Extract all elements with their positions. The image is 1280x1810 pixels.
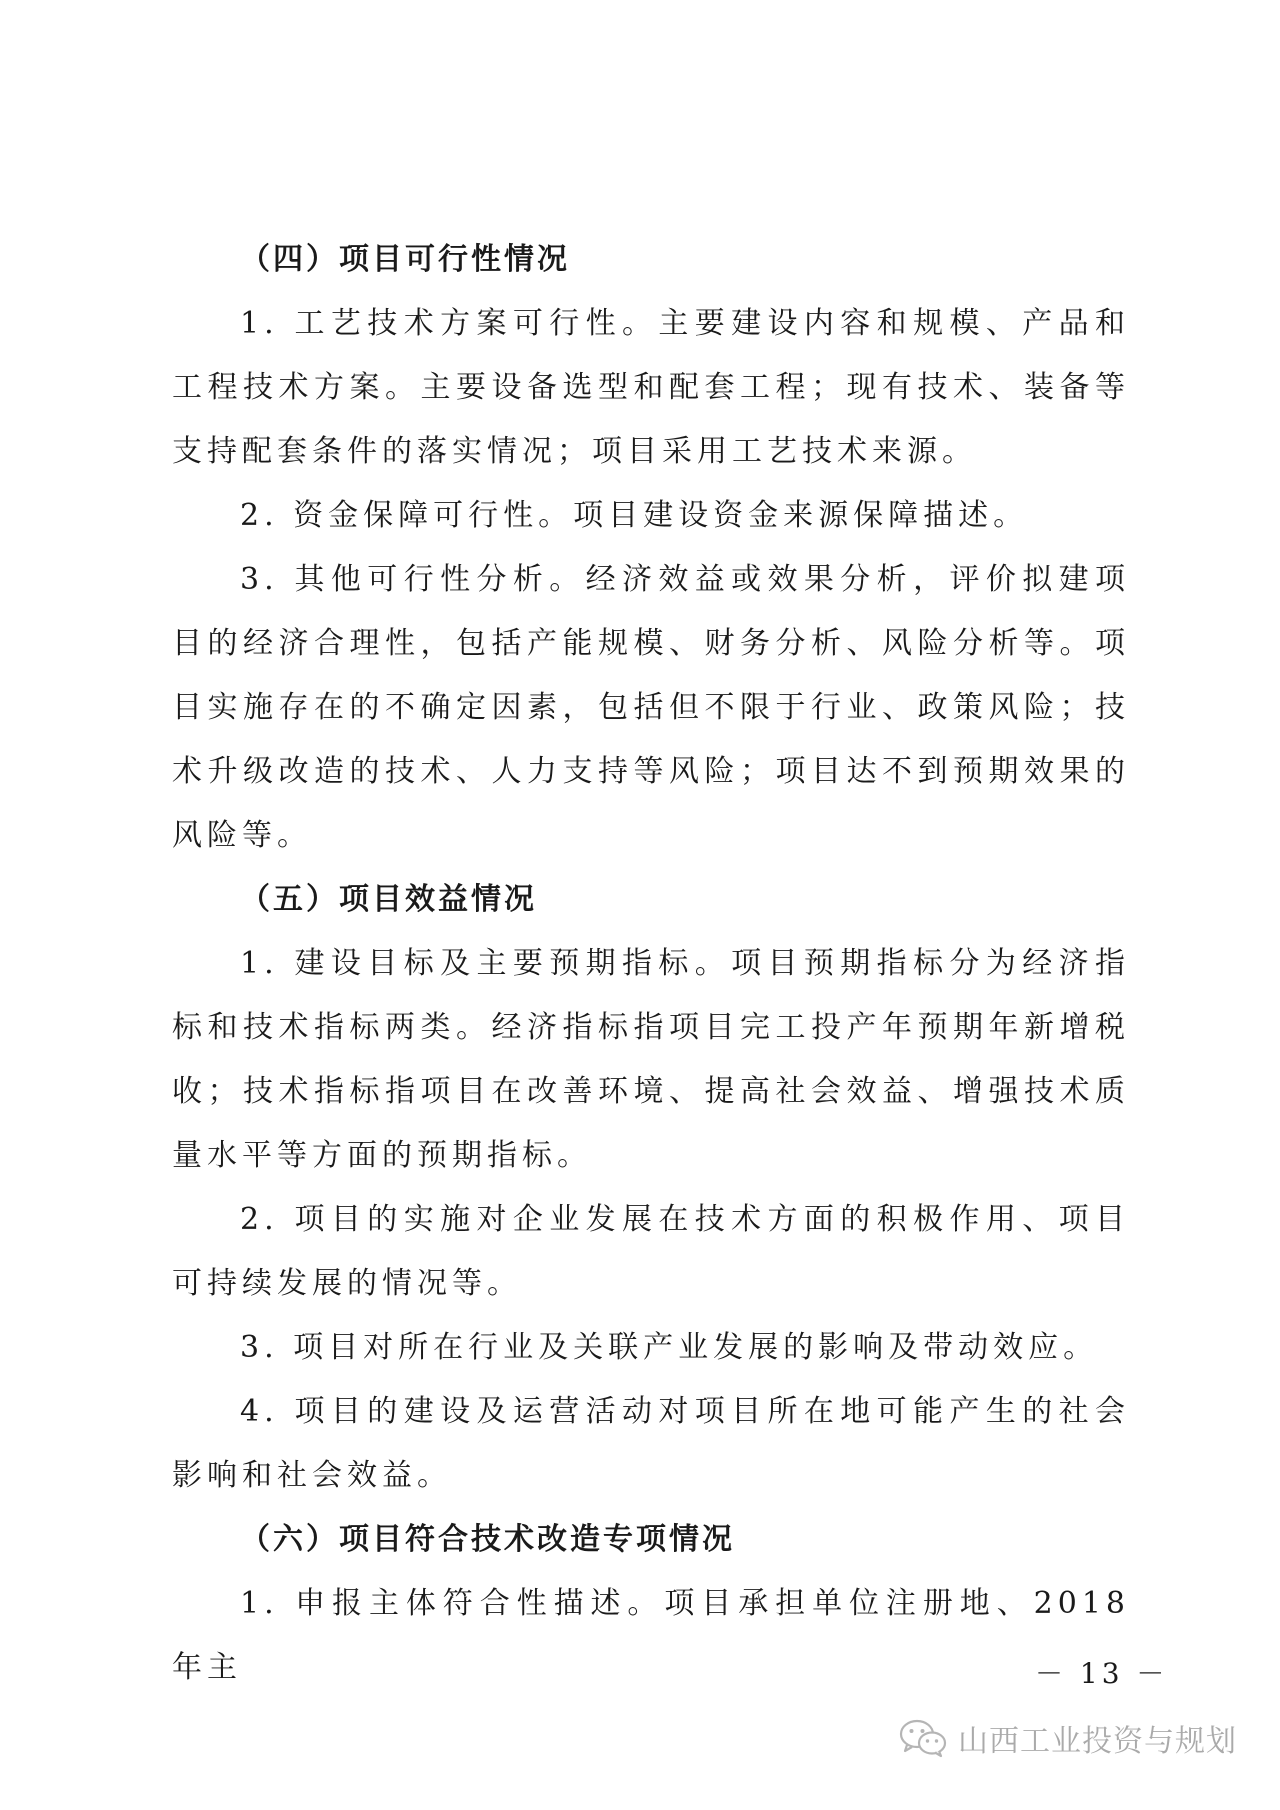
paragraph: 1. 申报主体符合性描述。项目承担单位注册地、2018 年主	[172, 1586, 1130, 1685]
section-heading: （六）项目符合技术改造专项情况	[240, 1522, 735, 1557]
section-heading: （五）项目效益情况	[240, 882, 537, 917]
paragraph: 3. 其他可行性分析。经济效益或效果分析，评价拟建项目的经济合理性，包括产能规模、财务分析、风险分析等。项目实施存在的不确定因素，包括但不限于行业、政策风险；技术升级改造的技术、人力支持等风险；项目达不到预期效果的风险等。	[172, 562, 1130, 853]
paragraph: 2. 资金保障可行性。项目建设资金来源保障描述。	[240, 498, 1029, 533]
section-five	[172, 868, 1130, 1508]
paragraph: 1. 工艺技术方案可行性。主要建设内容和规模、产品和工程技术方案。主要设备选型和配套工程；现有技术、装备等支持配套条件的落实情况；项目采用工艺技术来源。	[172, 306, 1130, 469]
page-number: － 13 －	[1035, 1657, 1169, 1690]
watermark	[898, 1716, 1237, 1760]
section-four	[172, 228, 1130, 868]
wechat-icon	[898, 1718, 948, 1758]
paragraph: 3. 项目对所在行业及关联产业发展的影响及带动效应。	[240, 1330, 1099, 1365]
document-body	[172, 228, 1130, 1700]
paragraph: 1. 建设目标及主要预期指标。项目预期指标分为经济指标和技术指标两类。经济指标指项目完工投产年预期年新增税收；技术指标指项目在改善环境、提高社会效益、增强技术质量水平等方面的预期指标。	[172, 946, 1130, 1173]
watermark-text: 山西工业投资与规划	[958, 1724, 1237, 1759]
section-six	[172, 1508, 1130, 1700]
section-heading: （四）项目可行性情况	[240, 242, 570, 277]
paragraph: 4. 项目的建设及运营活动对项目所在地可能产生的社会影响和社会效益。	[172, 1394, 1130, 1493]
paragraph: 2. 项目的实施对企业发展在技术方面的积极作用、项目可持续发展的情况等。	[172, 1202, 1130, 1301]
